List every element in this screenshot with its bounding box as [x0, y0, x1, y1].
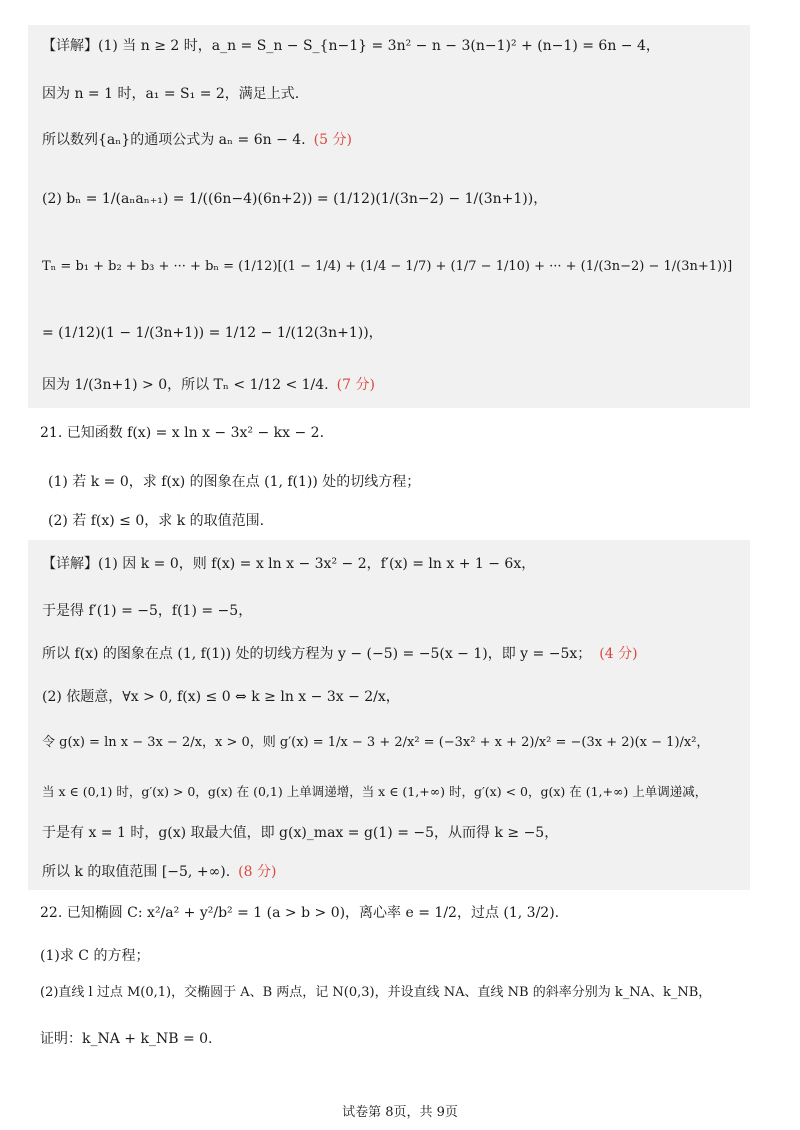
solution-line: 当 x ∈ (0,1) 时，g′(x) > 0，g(x) 在 (0,1) 上单调递增，当 x ∈ (1,+∞) 时，g′(x) < 0，g(x) 在 (1,+∞) 上单调递减， — [42, 784, 708, 799]
solution-line: 因为 n = 1 时，a₁ = S₁ = 2，满足上式. — [42, 86, 300, 102]
solution-line: 于是得 f′(1) = −5，f(1) = −5， — [42, 603, 253, 619]
score-label: (4 分) — [599, 646, 638, 662]
solution-line — [42, 643, 742, 665]
solution-line — [42, 374, 742, 396]
question-21-part-1: (1) 若 k = 0，求 f(x) 的图象在点 (1, f(1)) 处的切线方程； — [48, 474, 421, 490]
score-label: (5 分) — [313, 132, 352, 148]
solution-text: 因为 1/(3n+1) > 0，所以 Tₙ < 1/12 < 1/4. — [42, 377, 329, 393]
solution-block-21 — [28, 540, 750, 890]
solution-line: = (1/12)(1 − 1/(3n+1)) = 1/12 − 1/(12(3n+1))， — [42, 325, 383, 341]
question-22-title: 22. 已知椭圆 C: x²/a² + y²/b² = 1 (a > b > 0)，离心率 e = 1/2，过点 (1, 3/2). — [40, 905, 560, 921]
solution-line — [42, 861, 742, 883]
question-21-title: 21. 已知函数 f(x) = x ln x − 3x² − kx − 2. — [40, 425, 325, 441]
question-21-part-2: (2) 若 f(x) ≤ 0，求 k 的取值范围. — [48, 513, 265, 529]
page-footer: 试卷第 8页，共 9页 — [342, 1105, 458, 1120]
solution-line: (2) bₙ = 1/(aₙaₙ₊₁) = 1/((6n−4)(6n+2)) = (1/12)(1/(3n−2) − 1/(3n+1))， — [42, 191, 548, 207]
solution-block-20 — [28, 25, 750, 408]
score-label: (7 分) — [336, 377, 375, 393]
solution-line: 于是有 x = 1 时，g(x) 取最大值，即 g(x)_max = g(1) = −5，从而得 k ≥ −5， — [42, 825, 559, 841]
solution-text: 所以 k 的取值范围 [−5, +∞). — [42, 864, 231, 880]
solution-text: 所以数列{aₙ}的通项公式为 aₙ = 6n − 4. — [42, 132, 306, 148]
question-22-part-1: (1)求 C 的方程； — [40, 948, 150, 964]
solution-line: 【详解】(1) 当 n ≥ 2 时，a_n = S_n − S_{n−1} = 3n² − n − 3(n−1)² + (n−1) = 6n − 4， — [42, 38, 660, 54]
question-22-part-2: (2)直线 l 过点 M(0,1)，交椭圆于 A、B 两点，记 N(0,3)，并设直线 NA、直线 NB 的斜率分别为 k_NA、k_NB， — [40, 985, 712, 1000]
solution-line: (2) 依题意，∀x > 0, f(x) ≤ 0 ⇔ k ≥ ln x − 3x − 2/x， — [42, 689, 400, 705]
score-label: (8 分) — [238, 864, 277, 880]
question-22-proof: 证明：k_NA + k_NB = 0. — [40, 1031, 213, 1047]
solution-line: 【详解】(1) 因 k = 0，则 f(x) = x ln x − 3x² − 2，f′(x) = ln x + 1 − 6x， — [42, 556, 536, 572]
solution-text: 所以 f(x) 的图象在点 (1, f(1)) 处的切线方程为 y − (−5) = −5(x − 1)，即 y = −5x； — [42, 646, 592, 662]
solution-line: Tₙ = b₁ + b₂ + b₃ + ··· + bₙ = (1/12)[(1 − 1/4) + (1/4 − 1/7) + (1/7 − 1/10) + ··· + (1/(3n−2) − 1/(3n+1))] — [42, 259, 733, 274]
solution-line — [42, 129, 742, 151]
solution-line: 令 g(x) = ln x − 3x − 2/x，x > 0，则 g′(x) = 1/x − 3 + 2/x² = (−3x² + x + 2)/x² = −(3x + 2)(x − 1)/x²， — [42, 735, 710, 750]
